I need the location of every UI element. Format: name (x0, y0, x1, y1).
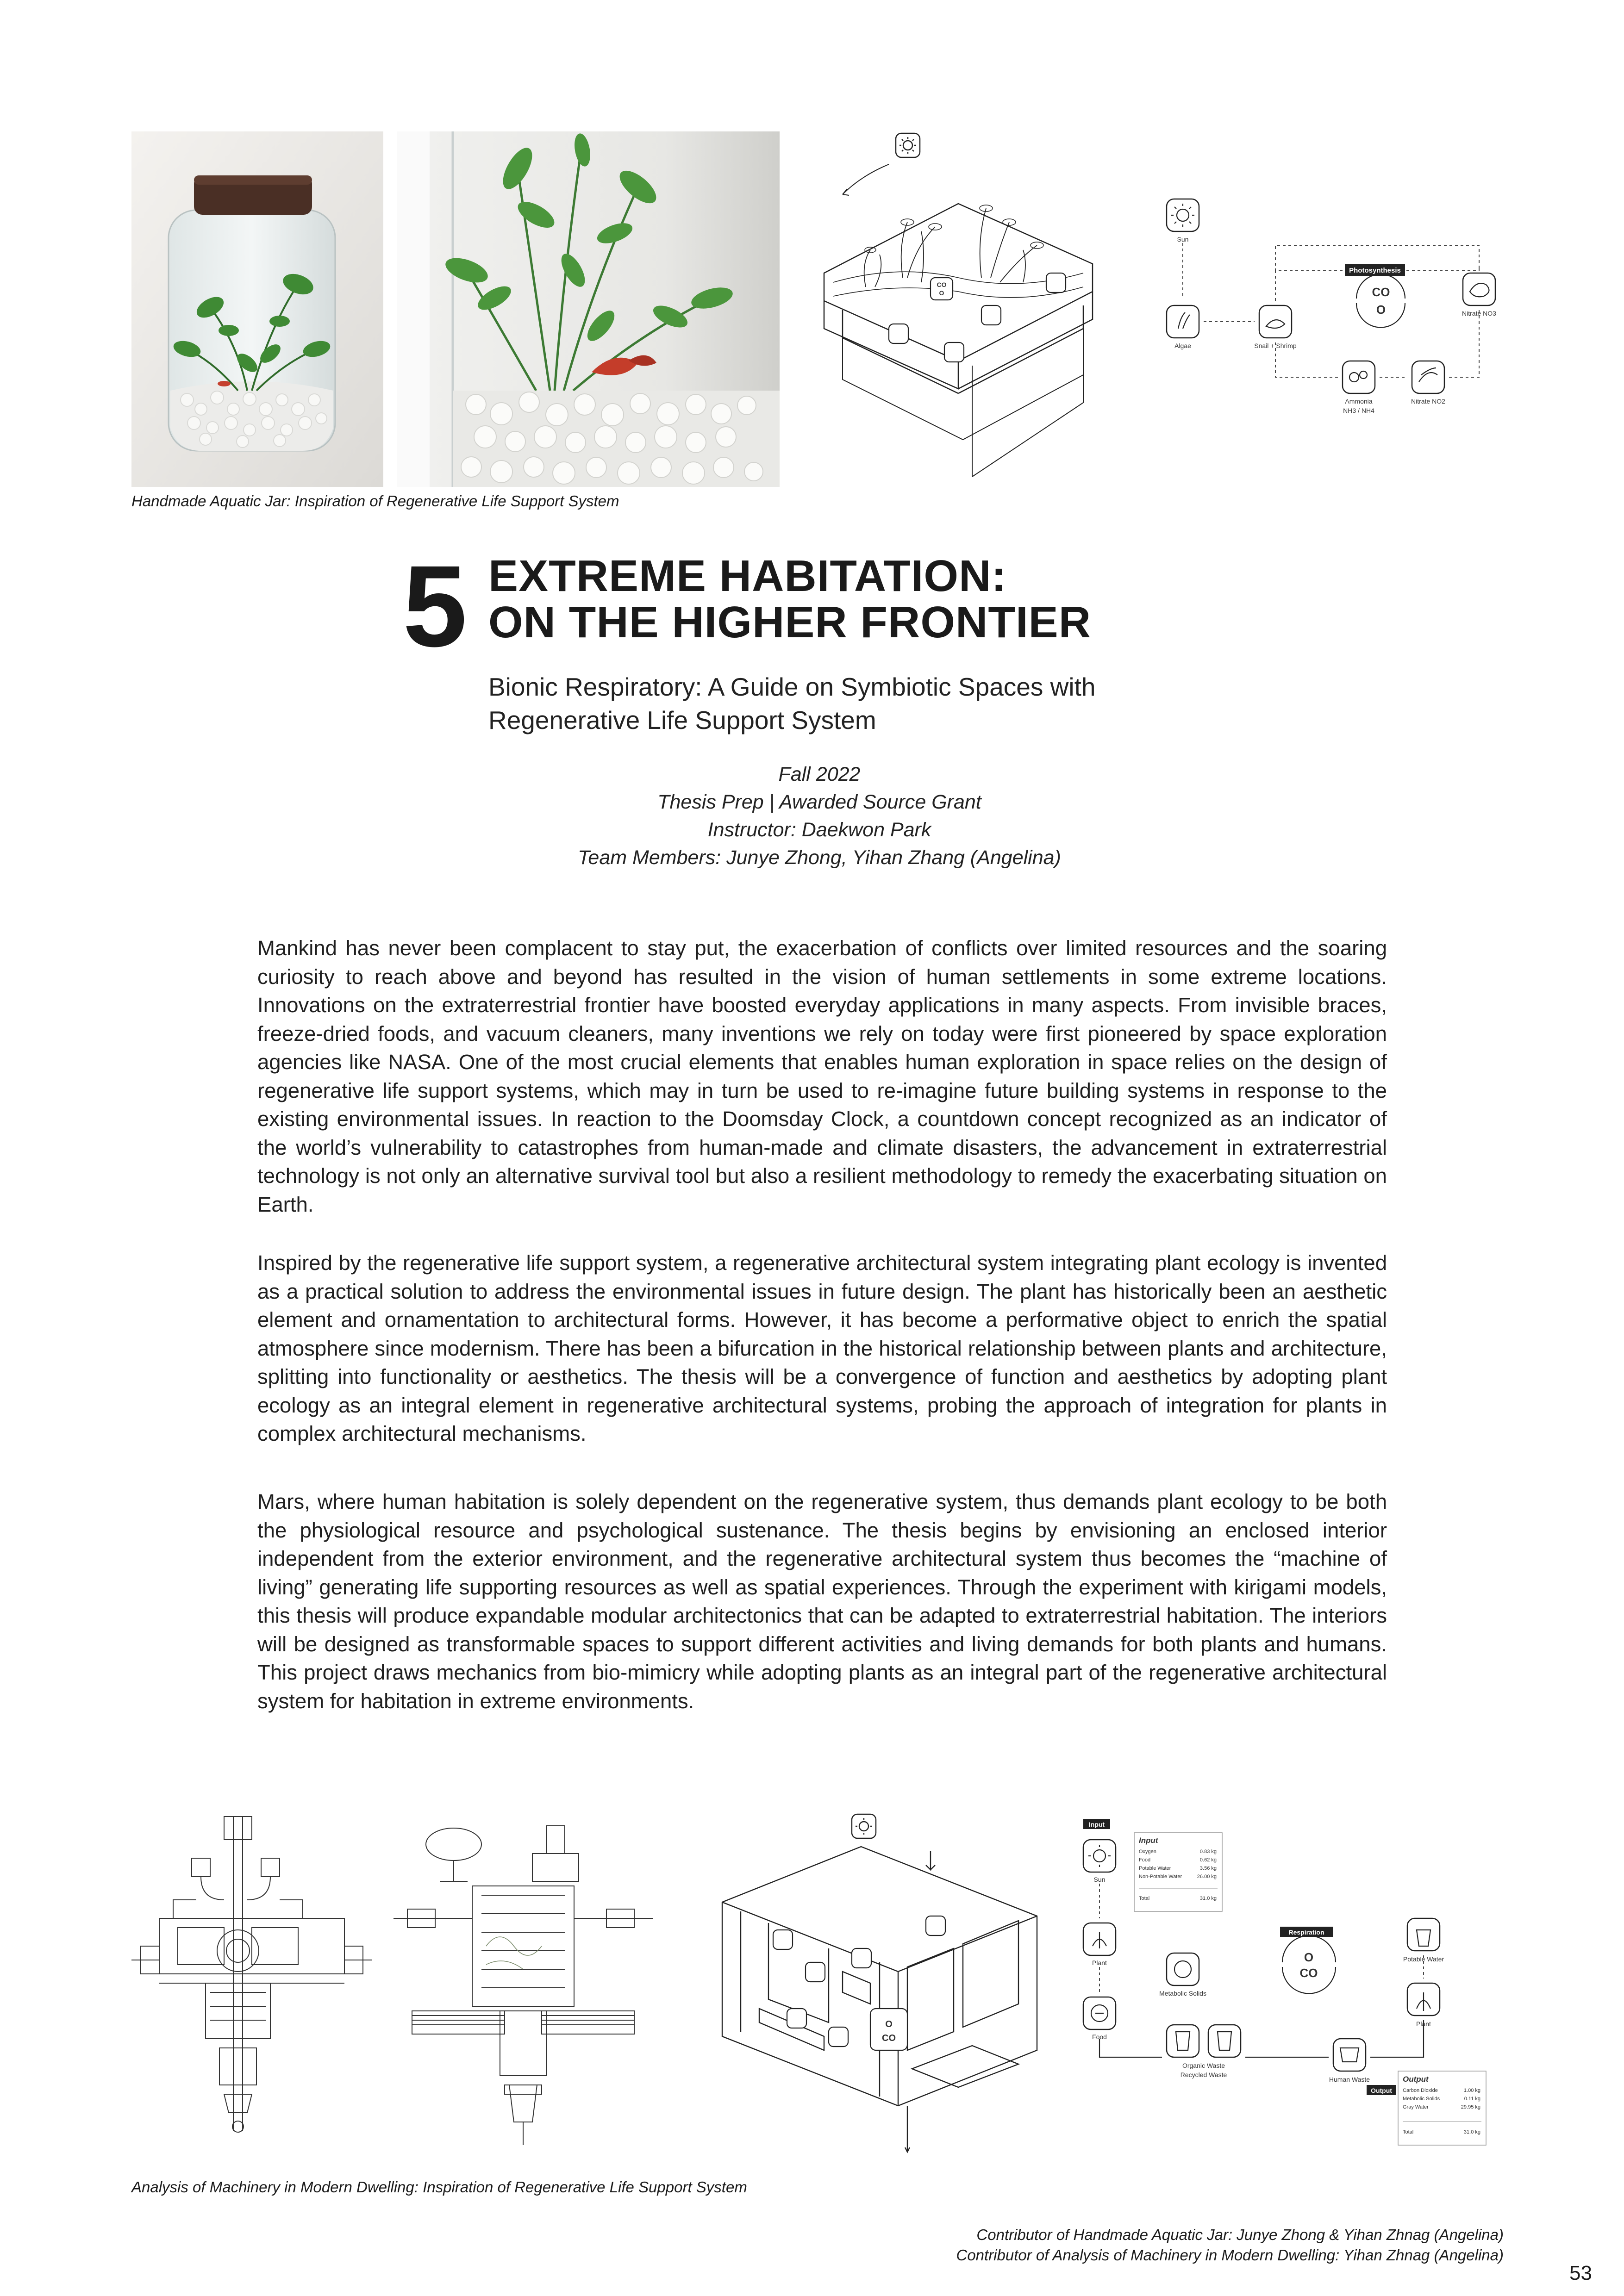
machinery-drawing-2 (394, 1807, 653, 2150)
chapter-subtitle-line-1: Bionic Respiratory: A Guide on Symbiotic Spaces with (488, 672, 1096, 701)
aquarium-axonometric-drawing (806, 125, 1111, 486)
credits (956, 2225, 1504, 2265)
human-waste-label: Human Waste (1329, 2076, 1370, 2083)
photosynthesis-tag: Photosynthesis (1349, 267, 1401, 274)
project-team: Team Members: Junye Zhong, Yihan Zhang (Angelina) (578, 846, 1061, 869)
svg-text:O: O (1304, 1950, 1314, 1964)
input-row-label: Potable Water (1139, 1866, 1171, 1871)
sun-label: Sun (1177, 236, 1189, 243)
nitrate-no3-label: Nitrate NO3 (1462, 310, 1496, 317)
aquatic-jar-photo-1 (131, 131, 383, 487)
output-row-value: 29.95 kg (1461, 2104, 1480, 2110)
svg-text:O: O (939, 289, 944, 297)
input-row-label: Food (1139, 1857, 1151, 1863)
input-row-label: Non-Potable Water (1139, 1874, 1182, 1879)
output-total-value: 31.0 kg (1463, 2129, 1480, 2135)
body-paragraph-3: Mars, where human habitation is solely dependent on the regenerative system, thus demands plant ecology to be both the physiological resource and psychological sustenance. The thesis begins by envisioning an enclosed interior independent from the exterior environment, and the regenerative architectural system thus becomes the “machine of living” generating life supporting resources as well as spatial experiences. Through the experiment with kirigami models, this thesis will produce expandable modular architectonics that can be adapted to extraterrestrial habitation. The interiors will be designed as transformable spaces to support different activities and living demands for both plants and humans. This project draws mechanics from bio-mimicry while adopting plants as an integral part of the regenerative architectural system for habitation in extreme environments. (257, 1490, 1387, 1713)
project-instructor: Instructor: Daekwon Park (707, 819, 931, 841)
page-number: 53 (1569, 2262, 1592, 2284)
aquatic-jar-photo-2 (397, 131, 780, 487)
dwelling-axonometric-drawing (713, 1810, 1046, 2161)
project-term: Fall 2022 (778, 763, 861, 785)
input-row-value: 3.56 kg (1199, 1866, 1217, 1871)
metabolic-solids-label: Metabolic Solids (1159, 1990, 1206, 1997)
input-table (1134, 1833, 1222, 1911)
input-row-value: 0.62 kg (1199, 1857, 1217, 1863)
input-row-value: 26.00 kg (1197, 1874, 1217, 1879)
snail-shrimp-label: Snail + Shrimp (1254, 342, 1297, 349)
credit-line-1: Contributor of Handmade Aquatic Jar: Junye Zhong & Yihan Zhnag (Angelina) (976, 2226, 1504, 2243)
chapter-subtitle (488, 670, 1095, 737)
output-table-title: Output (1403, 2075, 1429, 2084)
output-row-value: 0.11 kg (1464, 2096, 1480, 2102)
input-row-label: Oxygen (1139, 1849, 1156, 1854)
aquatic-cycle-diagram (1153, 185, 1523, 426)
dwelling-plant-label: Plant (1092, 1959, 1107, 1966)
bottom-figure-caption: Analysis of Machinery in Modern Dwelling: Inspiration of Regenerative Life Support System (131, 2178, 747, 2196)
project-meta (463, 760, 1176, 871)
output-table (1398, 2071, 1486, 2145)
o2-label: O (1376, 303, 1386, 317)
chapter-title-line-1: EXTREME HABITATION: (488, 551, 1007, 601)
input-row-value: 0.83 kg (1199, 1849, 1217, 1854)
output-row-label: Metabolic Solids (1403, 2096, 1440, 2102)
project-course: Thesis Prep | Awarded Source Grant (657, 791, 981, 813)
dwelling-food-label: Food (1092, 2033, 1107, 2041)
dwelling-cycle-diagram (1079, 1814, 1505, 2157)
body-paragraph-2: Inspired by the regenerative life support system, a regenerative architectural system integrating plant ecology is invented as a practical solution to address the environmental issues in future design. The plant has historically been an aesthetic element and ornamentation to architectural forms. However, it has become a performative object to enrich the spatial atmosphere since modernism. There has been a bifurcation in the historical relationship between plants and architecture, splitting into functionality or aesthetics. The thesis will be a convergence of function and aesthetics by adopting plant ecology as an integral element in regenerative architectural systems, probing the approach of integration for plants in complex architectural mechanisms. (257, 1251, 1387, 1445)
output-row-label: Carbon Dioxide (1403, 2088, 1438, 2093)
output-total-label: Total (1403, 2129, 1414, 2135)
potable-water-label: Potable Water (1403, 1955, 1444, 1963)
nitrate-no2-label: Nitrate NO2 (1411, 398, 1445, 405)
top-figure-caption: Handmade Aquatic Jar: Inspiration of Regenerative Life Support System (131, 492, 619, 510)
output-row-value: 1.00 kg (1463, 2088, 1480, 2093)
svg-text:CO: CO (937, 281, 947, 288)
output-tag: Output (1371, 2087, 1392, 2094)
output-row-label: Gray Water (1403, 2104, 1429, 2110)
ammonia-label: Ammonia (1345, 398, 1373, 405)
input-total-value: 31.0 kg (1199, 1896, 1217, 1901)
dwelling-plant2-label: Plant (1416, 2020, 1431, 2028)
organic-waste-label: Organic Waste (1182, 2062, 1225, 2069)
algae-label: Algae (1174, 342, 1191, 349)
co2-label: CO (1372, 285, 1390, 299)
chapter-subtitle-line-2: Regenerative Life Support System (488, 706, 876, 734)
chapter-title (488, 553, 1091, 646)
respiration-tag: Respiration (1288, 1929, 1324, 1936)
svg-text:CO: CO (1299, 1966, 1318, 1980)
input-table-title: Input (1139, 1836, 1158, 1845)
recycled-waste-label: Recycled Waste (1180, 2071, 1227, 2078)
credit-line-2: Contributor of Analysis of Machinery in Modern Dwelling: Yihan Zhnag (Angelina) (956, 2246, 1504, 2264)
svg-text:O: O (885, 2019, 893, 2029)
svg-text:CO: CO (882, 2033, 896, 2043)
ammonia-formula-label: NH3 / NH4 (1343, 407, 1374, 414)
input-tag: Input (1088, 1821, 1105, 1828)
input-total-label: Total (1139, 1896, 1150, 1901)
chapter-number: 5 (403, 541, 466, 671)
dwelling-sun-label: Sun (1093, 1876, 1106, 1883)
machinery-drawing-1 (131, 1807, 372, 2150)
body-paragraph-1: Mankind has never been complacent to stay put, the exacerbation of conflicts over limited resources and the soaring curiosity to reach above and beyond has resulted in the vision of human settlements in some extreme locations. Innovations on the extraterrestrial frontier have boosted everyday applications in many aspects. From invisible braces, freeze-dried foods, and vacuum cleaners, many inventions we rely on today were first pioneered by space exploration agencies like NASA. One of the most crucial elements that enables human exploration in space relies on the design of regenerative life support systems, which may in turn be used to re-imagine future building systems in response to the existing environmental issues. In reaction to the Doomsday Clock, a countdown concept recognized as an indicator of the world’s vulnerability to catastrophes from human-made and climate disasters, the advancement in extraterrestrial technology is not only an alternative survival tool but also a resilient methodology to remedy the exacerbating situation on Earth. (257, 936, 1387, 1216)
chapter-title-line-2: ON THE HIGHER FRONTIER (488, 597, 1092, 647)
